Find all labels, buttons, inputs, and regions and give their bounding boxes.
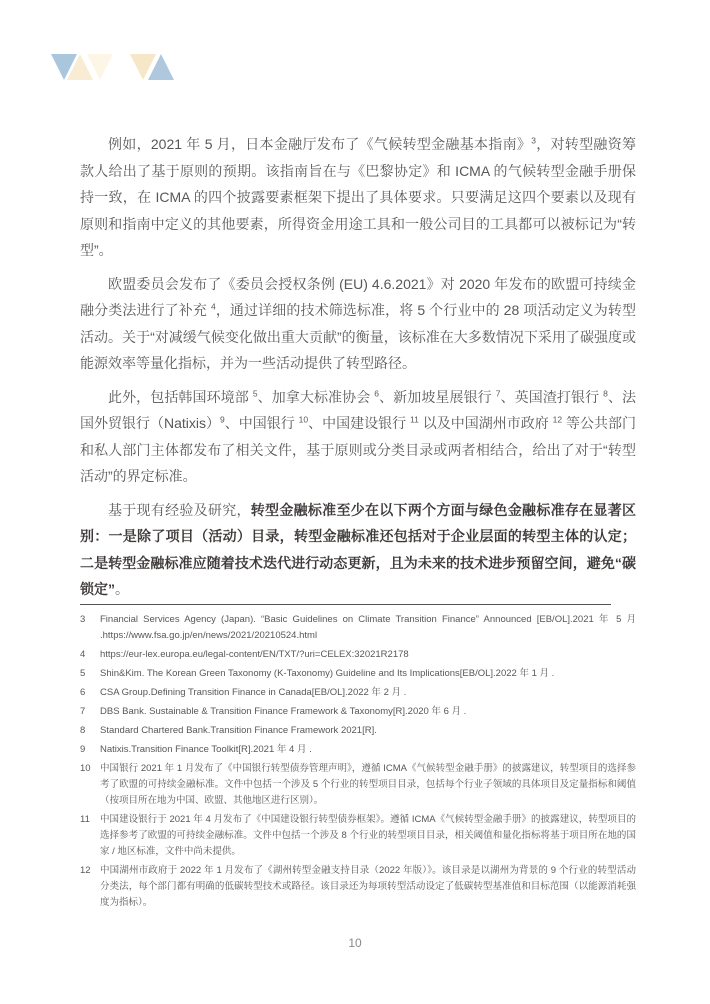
text-segment: 转型金融标准至少在以下两个方面与绿色金融标准存在显著区别：一是除了项目（活动）目录，转型金融标准还包括对于企业层面的转型主体的认定；二是转型金融标准应随着技术迭代进行动态更新，且为未来的技术进步预留空间，避免“碳锁定” <box>80 501 637 597</box>
footnote <box>80 723 636 739</box>
logo <box>51 54 181 81</box>
footnote-text: Shin&Kim. The Korean Green Taxonomy (K-Taxonomy) Guideline and Its Implications[EB/OL].2022 年 1 月 . <box>100 668 555 679</box>
footnote-reference: 10 <box>298 414 309 425</box>
footnote-text: https://eur-lex.europa.eu/legal-content/EN/TXT/?uri=CELEX:32021R2178 <box>100 649 409 660</box>
footnote <box>80 761 636 809</box>
footnotes <box>80 612 636 914</box>
footnote-reference: 9 <box>220 414 225 425</box>
paragraph <box>80 384 636 490</box>
text-segment: 等公共部门和私人部门主体都发布了相关文件，基于原则或分类目录或两者相结合，给出了对于“转型活动”的界定标准。 <box>80 415 637 484</box>
footnote-text: Natixis.Transition Finance Toolkit[R].2021 年 4 月 . <box>100 744 312 755</box>
text-segment: 欧盟委员会发布了《委员会授权条例 (EU) 4.6.2021》对 2020 年发布的欧盟可持续金融分类法进行了补充 <box>80 275 636 318</box>
footnote-text: DBS Bank. Sustainable & Transition Finance Framework & Taxonomy[R].2020 年 6 月 . <box>100 706 467 717</box>
footnote-number: 12 <box>80 865 91 876</box>
footnote <box>80 612 636 644</box>
footnote-number: 6 <box>80 687 86 698</box>
footnote-number: 5 <box>80 668 86 679</box>
text-segment: 例如，2021 年 5 月，日本金融厅发布了《气候转型金融基本指南》 <box>108 136 532 152</box>
footnote-number: 7 <box>80 706 86 717</box>
page-number: 10 <box>348 936 362 950</box>
logo-triangle-cream-up <box>67 54 93 80</box>
footnote <box>80 647 636 663</box>
paragraph <box>80 497 636 603</box>
paragraph <box>80 131 636 264</box>
text-segment: 、中国银行 <box>224 415 299 431</box>
footnote-number: 10 <box>80 763 91 774</box>
footnote-number: 8 <box>80 725 86 736</box>
text-segment: 、中国建设银行 <box>308 415 411 431</box>
footnote-text: 中国湖州市政府于 2022 年 1 月发布了《湖州转型金融支持目录（2022 年版）》。该目录是以湖州为背景的 9 个行业的转型活动分类法，每个部门都有明确的低碳转型技术或路径。该目录还为每项转型活动设定了低碳转型基准值和目标范围（以能源消耗强度为指标）。 <box>100 865 636 908</box>
footnote-text: 中国建设银行于 2021 年 4 月发布了《中国建设银行转型债券框架》。遵循 ICMA《气候转型金融手册》的披露建议，转型项目的选择参考了欧盟的可持续金融标准。文件中包括一个涉及 8 个行业的转型项目目录，相关阈值和量化指标将基于项目所在地的国家 / 地区标准，文件中尚未提供。 <box>100 814 636 857</box>
text-segment: 、英国渣打银行 <box>500 388 604 405</box>
footnote <box>80 812 636 860</box>
footnote <box>80 666 636 682</box>
footnote-reference: 8 <box>603 387 608 398</box>
footnote-reference: 7 <box>495 387 501 398</box>
footnote-reference: 6 <box>374 387 380 398</box>
text-segment: ，通过详细的技术筛选标准，将 5 个行业中的 28 项活动定义为转型活动。关于“对减缓气候变化做出重大贡献”的衡量，该标准在大多数情况下采用了碳强度或能源效率等量化指标，并为一些活动提供了转型路径。 <box>80 302 637 371</box>
body-text <box>80 131 636 610</box>
footnote <box>80 742 636 758</box>
footnote-separator <box>80 604 611 605</box>
text-segment: 、新加坡星展银行 <box>379 388 496 405</box>
footnote-number: 3 <box>80 614 86 625</box>
footnote-reference: 5 <box>252 387 258 398</box>
footnote-text: 中国银行 2021 年 1 月发布了《中国银行转型债券管理声明》，遵循 ICMA《气候转型金融手册》的披露建议，转型项目的选择参考了欧盟的可持续金融标准。文件中包括一个涉及 5 个行业的转型项目目录，包括每个行业子领域的具体项目及定量指标和阈值（按项目所在地为中国、欧盟、其他地区进行区别）。 <box>100 763 636 806</box>
footnote <box>80 704 636 720</box>
text-segment: 基于现有经验及研究， <box>108 501 251 518</box>
footnote-number: 11 <box>80 814 90 825</box>
footnote-number: 9 <box>80 744 86 755</box>
footnote-reference: 12 <box>552 414 563 425</box>
paragraph <box>80 271 636 377</box>
footnote-number: 4 <box>80 649 86 660</box>
footnote-reference: 11 <box>410 414 419 425</box>
text-segment: ，对转型融资筹款人给出了基于原则的预期。该指南旨在与《巴黎协定》和 ICMA 的气候转型金融手册保持一致，在 ICMA 的四个披露要素框架下提出了具体要求。只要满足这四个要素以及现有原则和指南中定义的其他要素，所得资金用途工具和一般公司目的工具都可以被标记为“转型”。 <box>80 136 636 258</box>
text-segment: 。 <box>115 581 129 597</box>
footnote-reference: 4 <box>210 301 216 312</box>
text-segment: 以及中国湖州市政府 <box>418 415 553 431</box>
text-segment: 、加拿大标准协会 <box>257 388 375 405</box>
logo-triangle-blue-up <box>148 54 174 80</box>
text-segment: 、法国外贸银行（Natixis） <box>80 388 637 431</box>
footnote-text: Financial Services Agency (Japan). “Basic Guidelines on Climate Transition Finance” Announced [EB/OL].2021 年 5 月 .https://www.fsa.go.jp/en/news/2021/20210524.html <box>100 614 636 641</box>
text-segment: 此外，包括韩国环境部 <box>108 388 253 405</box>
footnote-text: Standard Chartered Bank.Transition Finance Framework 2021[R]. <box>100 725 377 736</box>
footnote <box>80 685 636 701</box>
footnote <box>80 863 636 911</box>
footnote-reference: 3 <box>531 135 536 146</box>
footnote-text: CSA Group.Defining Transition Finance in Canada[EB/OL].2022 年 2 月 . <box>100 687 407 698</box>
